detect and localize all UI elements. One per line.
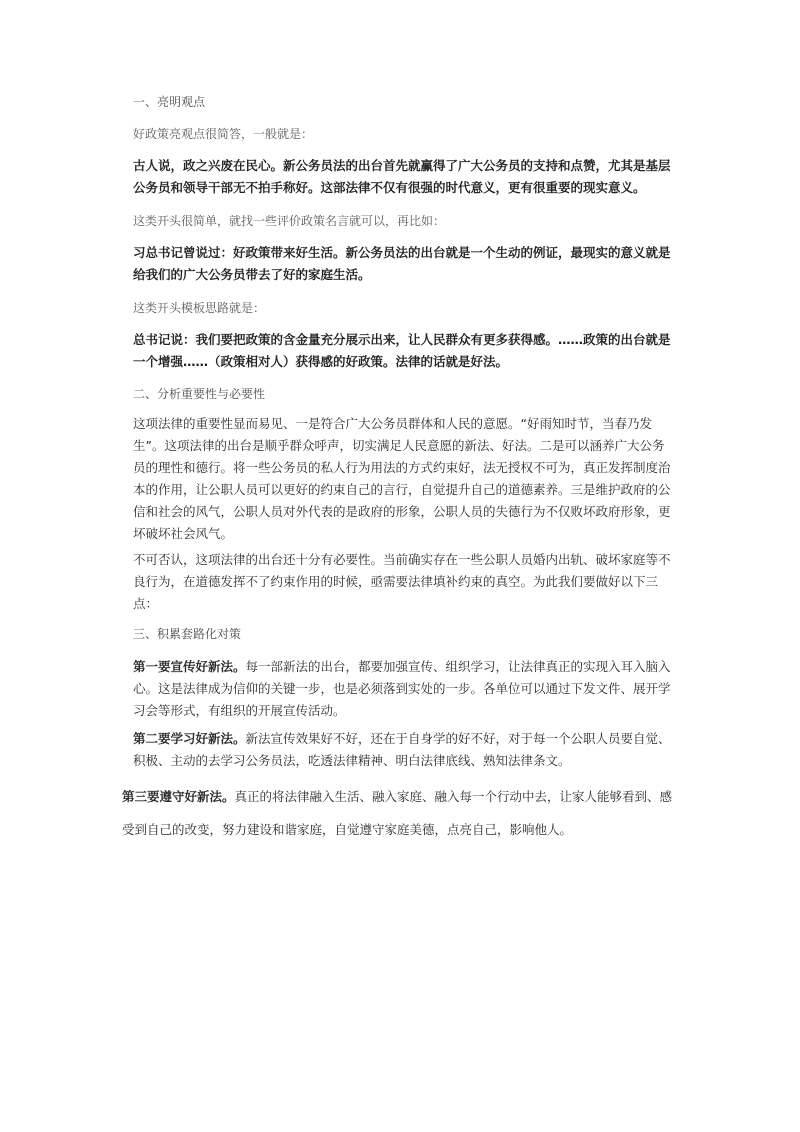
paragraph-lead-3: 第一要宣传好新法。 xyxy=(133,659,246,674)
quote-paragraph-1: 古人说，政之兴废在民心。新公务员法的出台首先就赢得了广大公务员的支持和点赞，尤其是基层公务员和领导干部无不拍手称好。这部法律不仅有很强的时代意义，更有很重要的现实意义。 xyxy=(133,158,671,195)
paragraph-body-4: 新法宣传效果好不好，还在于自身学的好不好，对于每一个公职人员要自觉、积极、主动的去学习公务员法，吃透法律精神、明白法律底线、熟知法律条文。 xyxy=(133,731,671,768)
section-heading-2: 二、分析重要性与必要性 xyxy=(133,387,266,401)
body-paragraph-1: 这项法律的重要性显而易见、一是符合广大公务员群体和人民的意愿。“好雨知时节，当春乃发生”。这项法律的出台是顺乎群众呼声，切实满足人民意愿的新法、好法。二是可以涵养广大公务员的理性和德行。将一些公务员的私人行为用法的方式约束好，法无授权不可为，真正发挥制度治本的作用，让公职人员可以更好的约束自己的言行，自觉提升自己的道德素养。三是维护政府的公信和社会的风气，公职人员对外代表的是政府的形象，公职人员的失德行为不仅败坏政府形象，更坏破坏社会风气。 xyxy=(133,416,671,541)
intro-text-3: 这类开头模板思路就是： xyxy=(133,301,266,315)
quote-paragraph-3: 总书记说：我们要把政策的含金量充分展示出来，让人民群众有更多获得感。……政策的出台就是一个增强……（政策相对人）获得感的好政策。法律的话就是好法。 xyxy=(133,332,671,369)
paragraph-lead-5: 第三要遵守好新法。 xyxy=(122,789,235,804)
body-paragraph-3 xyxy=(133,656,673,722)
paragraph-lead-4: 第二要学习好新法。 xyxy=(133,731,246,746)
paragraph-body-5: 真正的将法律融入生活、融入家庭、融入每一个行动中去，让家人能够看到、感受到自己的改变，努力建设和谐家庭，自觉遵守家庭美德，点亮自己，影响他人。 xyxy=(122,789,673,837)
body-paragraph-5 xyxy=(122,780,682,846)
body-paragraph-4 xyxy=(133,728,673,772)
paragraph-body-3: 每一部新法的出台，都要加强宣传、组织学习，让法律真正的实现入耳入脑入心。这是法律成为信仰的关键一步，也是必须落到实处的一步。各单位可以通过下发文件、展开学习会等形式，有组织的开展宣传活动。 xyxy=(133,659,671,718)
body-paragraph-2: 不可否认，这项法律的出台还十分有必要性。当前确实存在一些公职人员婚内出轨、破坏家庭等不良行为，在道德发挥不了约束作用的时候，亟需要法律填补约束的真空。为此我们要做好以下三点： xyxy=(133,552,671,611)
section-heading-1: 一、亮明观点 xyxy=(133,95,206,109)
intro-text-2: 这类开头很简单，就找一些评价政策名言就可以，再比如： xyxy=(133,214,446,228)
quote-paragraph-2: 习总书记曾说过：好政策带来好生活。新公务员法的出台就是一个生动的例证，最现实的意义就是给我们的广大公务员带去了好的家庭生活。 xyxy=(133,245,671,282)
intro-text-1: 好政策亮观点很简答，一般就是： xyxy=(133,127,314,141)
section-heading-3: 三、积累套路化对策 xyxy=(133,627,242,641)
